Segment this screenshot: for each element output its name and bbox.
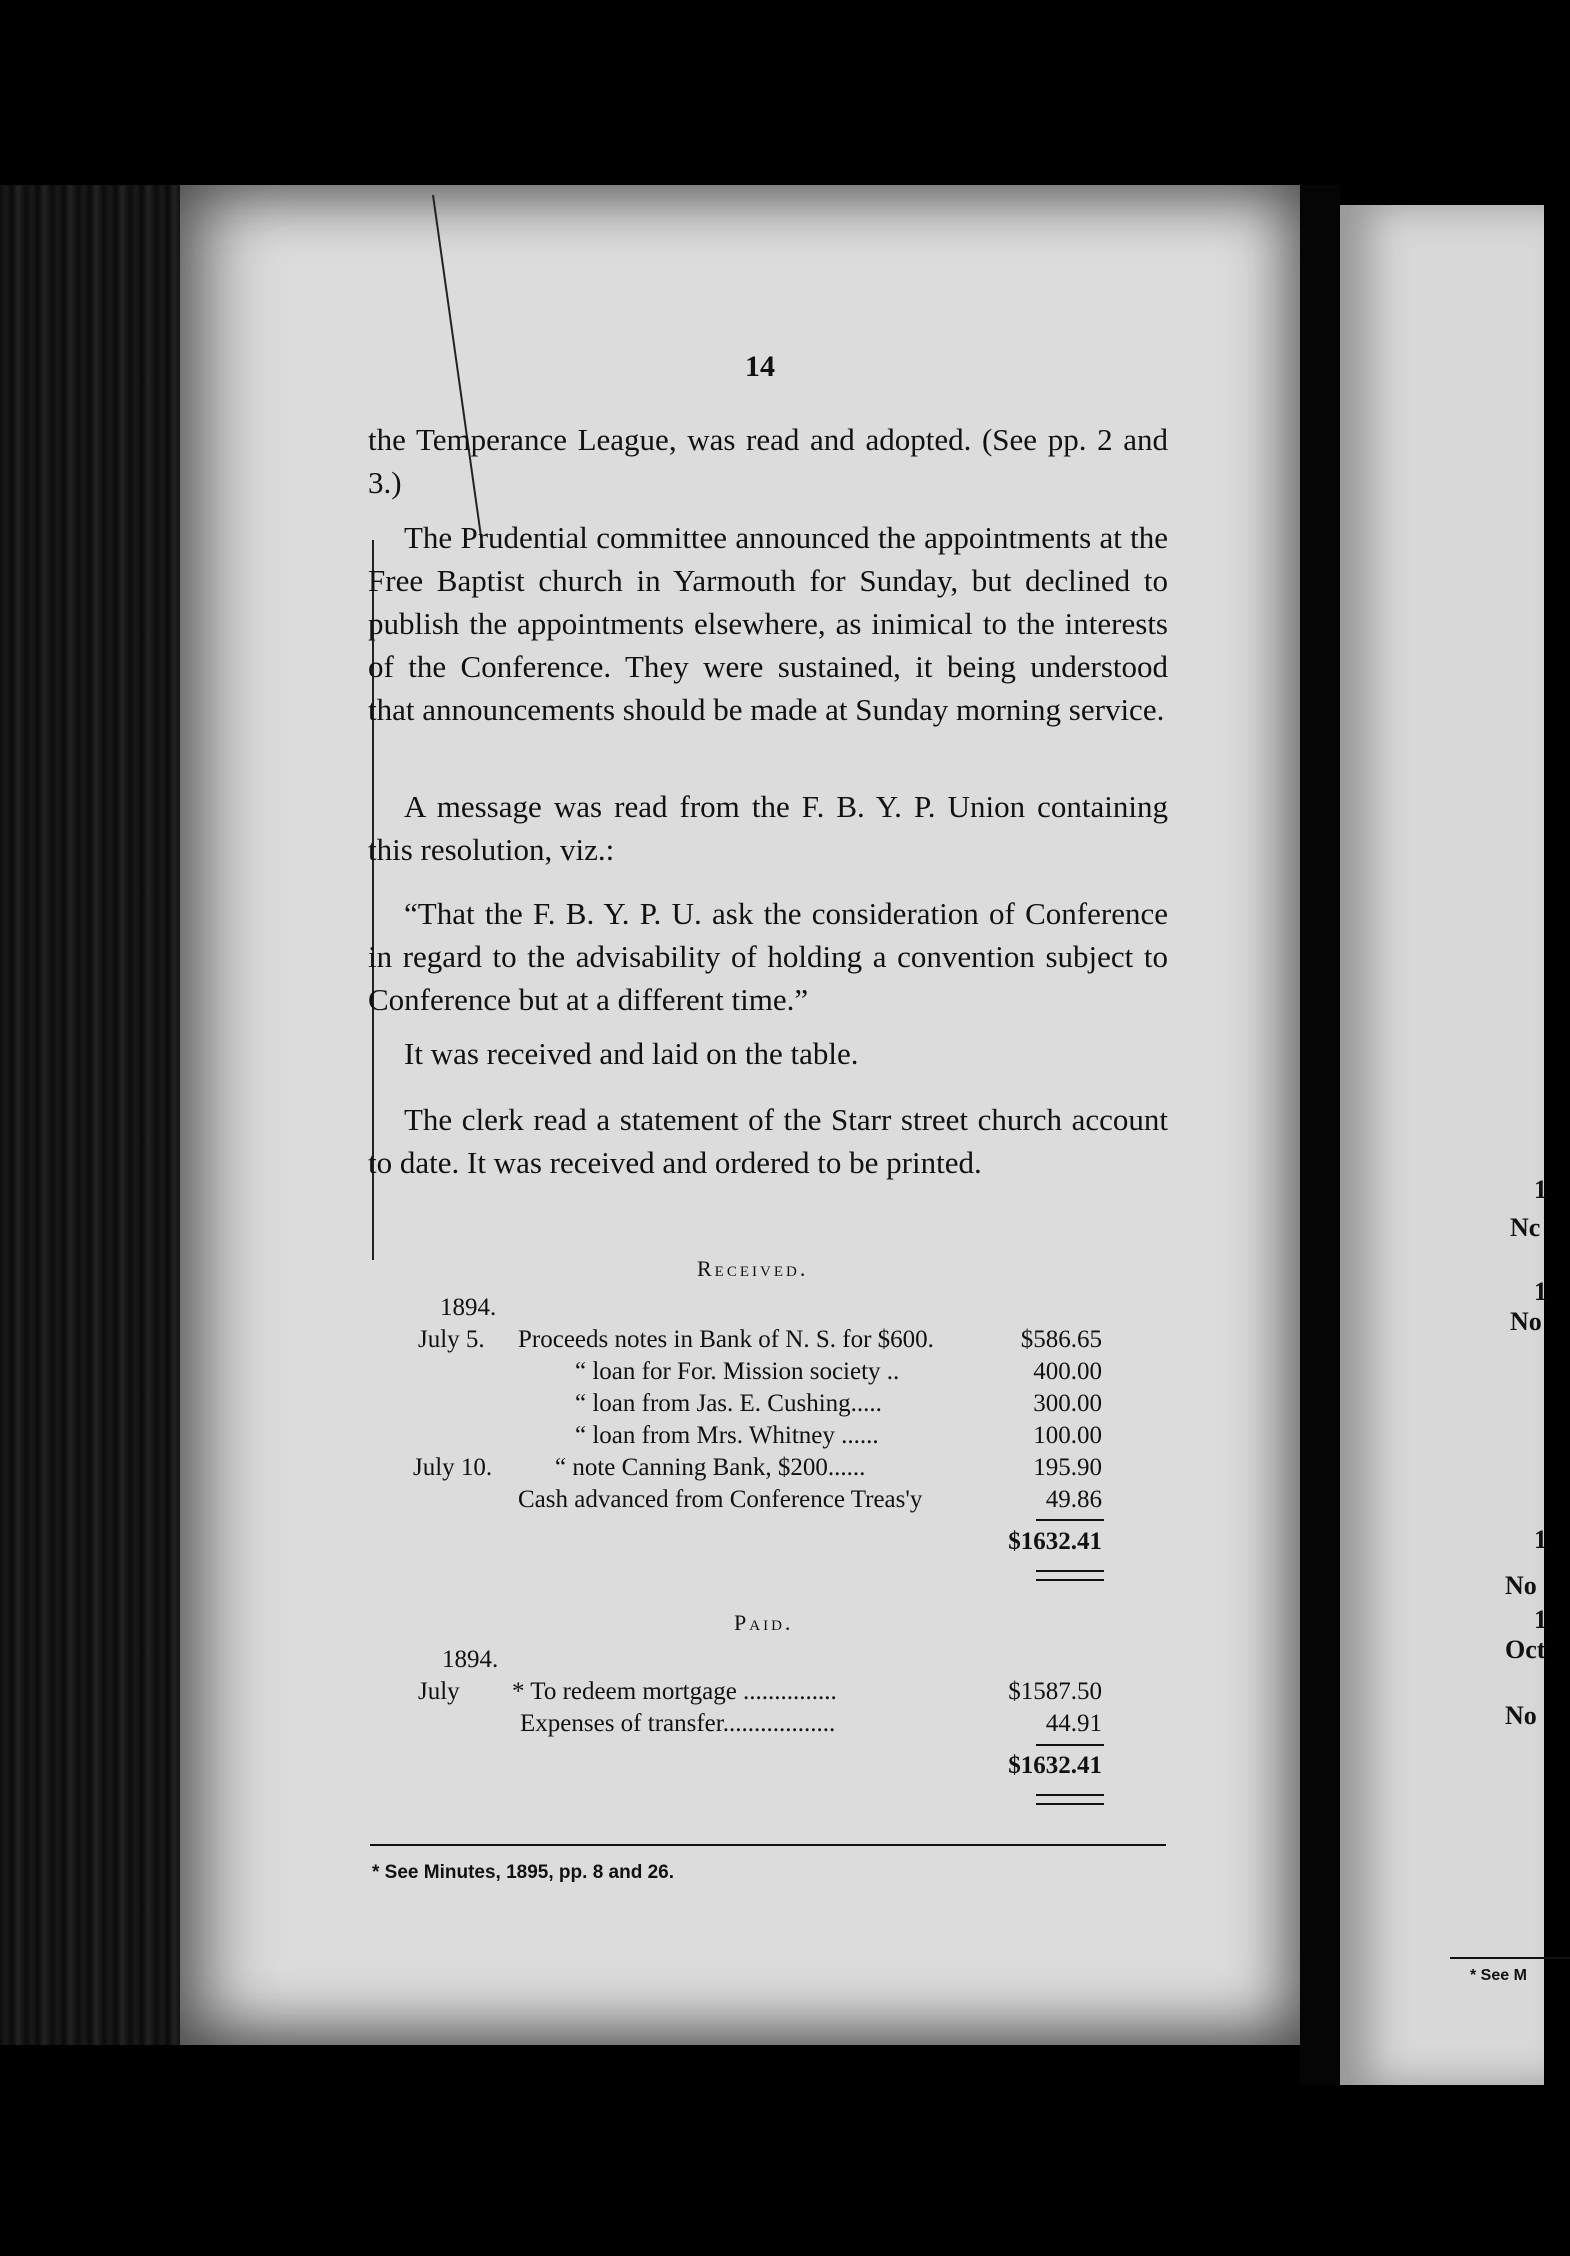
row-date: July 10.: [413, 1454, 493, 1481]
row-description: “ note Canning Bank, $200......: [555, 1454, 866, 1481]
total-double-rule: [1036, 1570, 1104, 1581]
received-row: [410, 1324, 1130, 1356]
book-spine-edge: [0, 185, 180, 2045]
paid-row: [410, 1708, 1130, 1740]
paid-table: [410, 1644, 1130, 1782]
row-amount: 300.00: [1033, 1390, 1102, 1417]
row-amount: 400.00: [1033, 1358, 1102, 1385]
received-heading: Received.: [697, 1256, 809, 1281]
row-amount: 195.90: [1033, 1454, 1102, 1481]
footnote: * See Minutes, 1895, pp. 8 and 26.: [372, 1862, 675, 1883]
adjacent-fragment: Nc: [1510, 1213, 1541, 1242]
row-description: Proceeds notes in Bank of N. S. for $600.: [518, 1326, 934, 1353]
row-amount: $586.65: [1020, 1326, 1102, 1353]
paragraph-received: It was received and laid on the table.: [404, 1036, 859, 1071]
paid-year-row: [410, 1644, 1130, 1676]
total-double-rule: [1036, 1794, 1104, 1805]
adjacent-fragment: 1: [1534, 1175, 1547, 1204]
adjacent-fragment: 1: [1534, 1605, 1547, 1634]
row-amount: $1587.50: [1008, 1678, 1102, 1705]
received-row: [410, 1484, 1130, 1516]
page-number: 14: [745, 350, 775, 383]
received-year-row: [410, 1292, 1130, 1324]
adjacent-fragment: 1: [1534, 1525, 1547, 1554]
row-amount: 49.86: [1045, 1486, 1102, 1513]
adjacent-footnote-rule: [1450, 1957, 1570, 1959]
received-row: [410, 1356, 1130, 1388]
sum-rule: [1036, 1519, 1104, 1521]
adjacent-footnote-fragment: * See M: [1470, 1967, 1527, 1984]
paragraph-clerk: The clerk read a statement of the Starr street church account to date. It was received and ordered to be printed.: [368, 1102, 1168, 1180]
paragraph-resolution: “That the F. B. Y. P. U. ask the consideration of Conference in regard to the advisability of holding a convention subject to Conference but at a different time.”: [368, 896, 1168, 1017]
paragraph-prudential: The Prudential committee announced the appointments at the Free Baptist church in Yarmouth for Sunday, but declined to publish the appointments elsewhere, as inimical to the interests of the Conference. They were sustained, it being understood that announcements should be made at Sunday morning service.: [368, 520, 1168, 727]
page-gutter: [1300, 185, 1340, 2085]
received-total-row: [410, 1526, 1130, 1558]
received-row: [410, 1388, 1130, 1420]
footnote-rule: [370, 1844, 1166, 1846]
paragraph-message: A message was read from the F. B. Y. P. Union containing this resolution, viz.:: [368, 789, 1168, 867]
row-date: July: [418, 1678, 460, 1705]
paid-total: $1632.41: [1008, 1752, 1102, 1779]
row-description: “ loan from Jas. E. Cushing.....: [575, 1390, 882, 1417]
received-row: [410, 1452, 1130, 1484]
paid-row: [410, 1676, 1130, 1708]
received-row: [410, 1420, 1130, 1452]
adjacent-fragment: 1: [1534, 1277, 1547, 1306]
row-amount: 44.91: [1045, 1710, 1102, 1737]
adjacent-page: [1340, 205, 1547, 2085]
row-amount: 100.00: [1033, 1422, 1102, 1449]
sum-rule: [1036, 1744, 1104, 1746]
paragraph-temperance: the Temperance League, was read and adopted. (See pp. 2 and 3.): [368, 422, 1168, 500]
row-date: July 5.: [418, 1326, 485, 1353]
received-year: 1894.: [440, 1294, 497, 1321]
adjacent-fragment: No: [1510, 1307, 1542, 1336]
received-total: $1632.41: [1008, 1528, 1102, 1555]
received-table: [410, 1292, 1130, 1558]
row-description: Expenses of transfer..................: [520, 1710, 836, 1737]
adjacent-fragment: No: [1505, 1571, 1537, 1600]
paid-total-row: [410, 1750, 1130, 1782]
row-description: Cash advanced from Conference Treas'y: [518, 1486, 923, 1513]
row-description: * To redeem mortgage ...............: [512, 1678, 837, 1705]
adjacent-fragment: No: [1505, 1701, 1537, 1730]
adjacent-fragment: Oct: [1505, 1635, 1546, 1664]
paid-heading: Paid.: [734, 1610, 794, 1635]
row-description: “ loan for For. Mission society ..: [575, 1358, 900, 1385]
paid-year: 1894.: [442, 1646, 499, 1673]
row-description: “ loan from Mrs. Whitney ......: [575, 1422, 879, 1449]
